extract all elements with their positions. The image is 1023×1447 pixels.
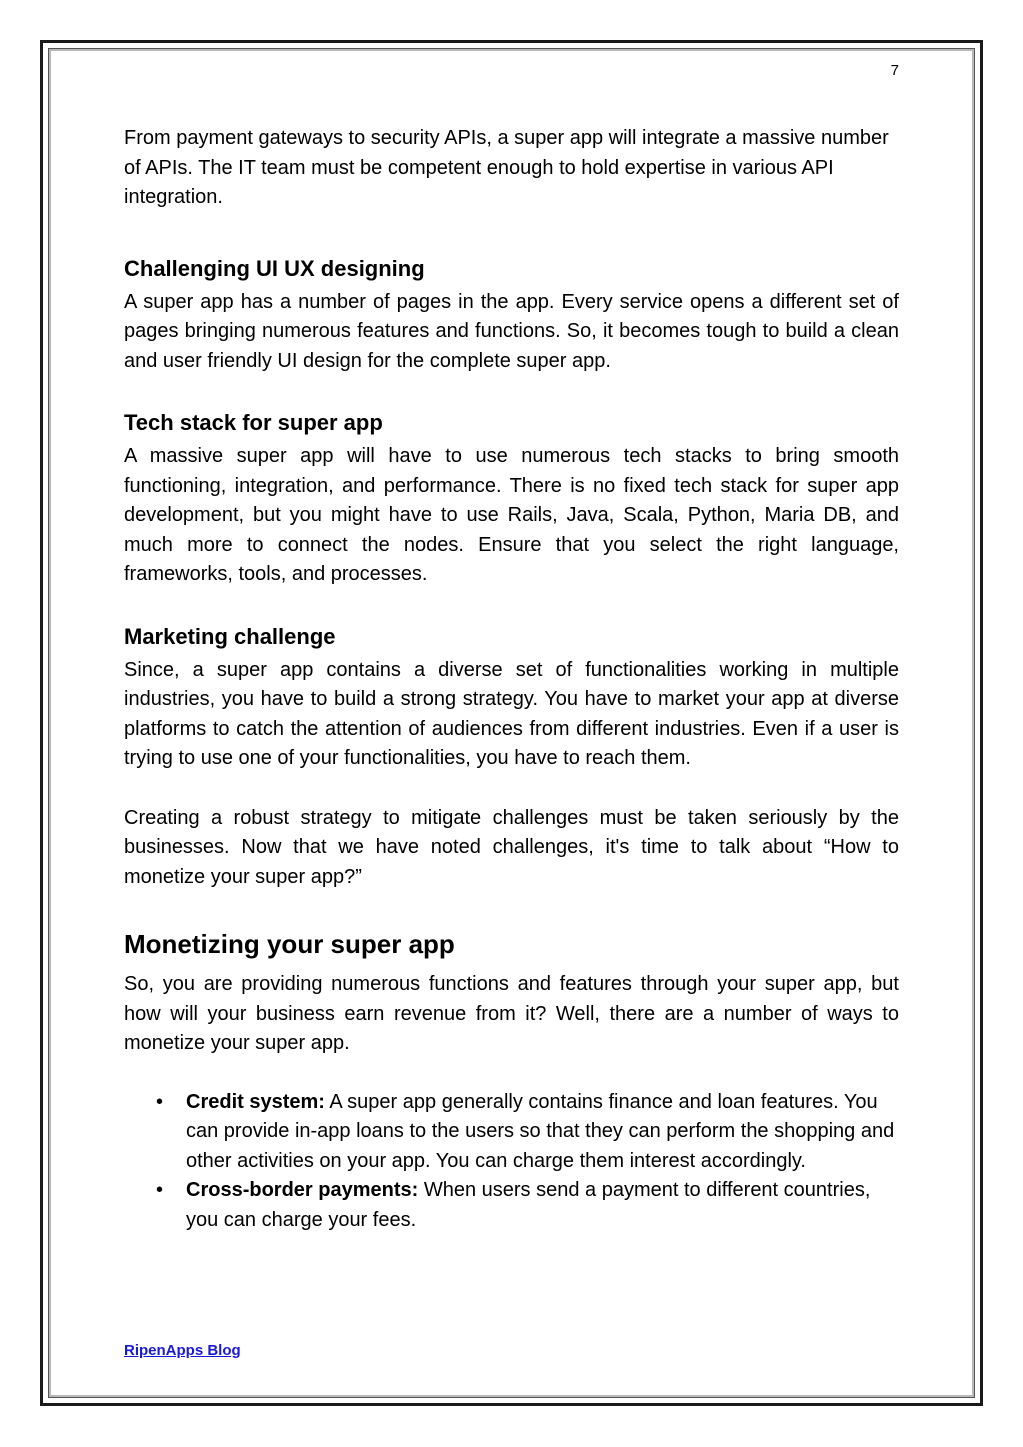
section-heading: Tech stack for super app: [124, 410, 383, 435]
list-item-term: Cross-border payments:: [186, 1179, 419, 1201]
section-monetizing: [124, 928, 899, 1235]
list-item: [124, 1088, 899, 1177]
closing-paragraph: Creating a robust strategy to mitigate challenges must be taken seriously by the businesses. Now that we have noted challenges, it's time to talk about “How to monetize your super app?”: [124, 806, 899, 888]
section-body: A massive super app will have to use numerous tech stacks to bring smooth functioning, integration, and performance. There is no fixed tech stack for super app development, but you might have to use Rails, Java, Scala, Python, Maria DB, and much more to connect the nodes. Ensure that you select the right language, frameworks, tools, and processes.: [124, 445, 899, 585]
section-body: Since, a super app contains a diverse set of functionalities working in multiple industries, you have to build a strong strategy. You have to market your app at diverse platforms to catch the attention of audiences from different industries. Even if a user is trying to use one of your functionalities, you have to reach them.: [124, 658, 899, 769]
section-marketing: [124, 623, 899, 774]
intro-paragraph: From payment gateways to security APIs, a super app will integrate a massive number of APIs. The IT team must be competent enough to hold expertise in various API integration.: [124, 127, 889, 208]
list-item-text: A super app generally contains finance and loan features. You can provide in-app loans to the users so that they can perform the shopping and other activities on your app. You can charge them interest accordingly.: [186, 1090, 895, 1172]
ripenapps-blog-link[interactable]: RipenApps Blog: [124, 1342, 241, 1359]
section-heading: Challenging UI UX designing: [124, 255, 425, 281]
bullet-icon: •: [156, 1179, 164, 1201]
monetizing-body: So, you are providing numerous functions and features through your super app, but how will your business earn revenue from it? Well, there are a number of ways to monetize your super app.: [124, 973, 899, 1054]
section-body: A super app has a number of pages in the app. Every service opens a different set of pages bringing numerous features and functions. So, it becomes tough to build a clean and user friendly UI design for the complete super app.: [124, 290, 899, 372]
list-item: [124, 1176, 899, 1235]
section-heading: Marketing challenge: [124, 623, 336, 649]
list-item-term: Credit system:: [186, 1090, 325, 1113]
monetization-list: [124, 1088, 899, 1236]
bullet-icon: •: [156, 1090, 164, 1113]
page-number: 7: [890, 62, 899, 79]
page-content: [124, 124, 899, 1235]
monetizing-heading: Monetizing your super app: [124, 929, 455, 959]
section-tech-stack: [124, 409, 899, 590]
section-ui-ux: [124, 255, 899, 377]
list-item-text: When users send a payment to different countries, you can charge your fees.: [186, 1179, 871, 1231]
